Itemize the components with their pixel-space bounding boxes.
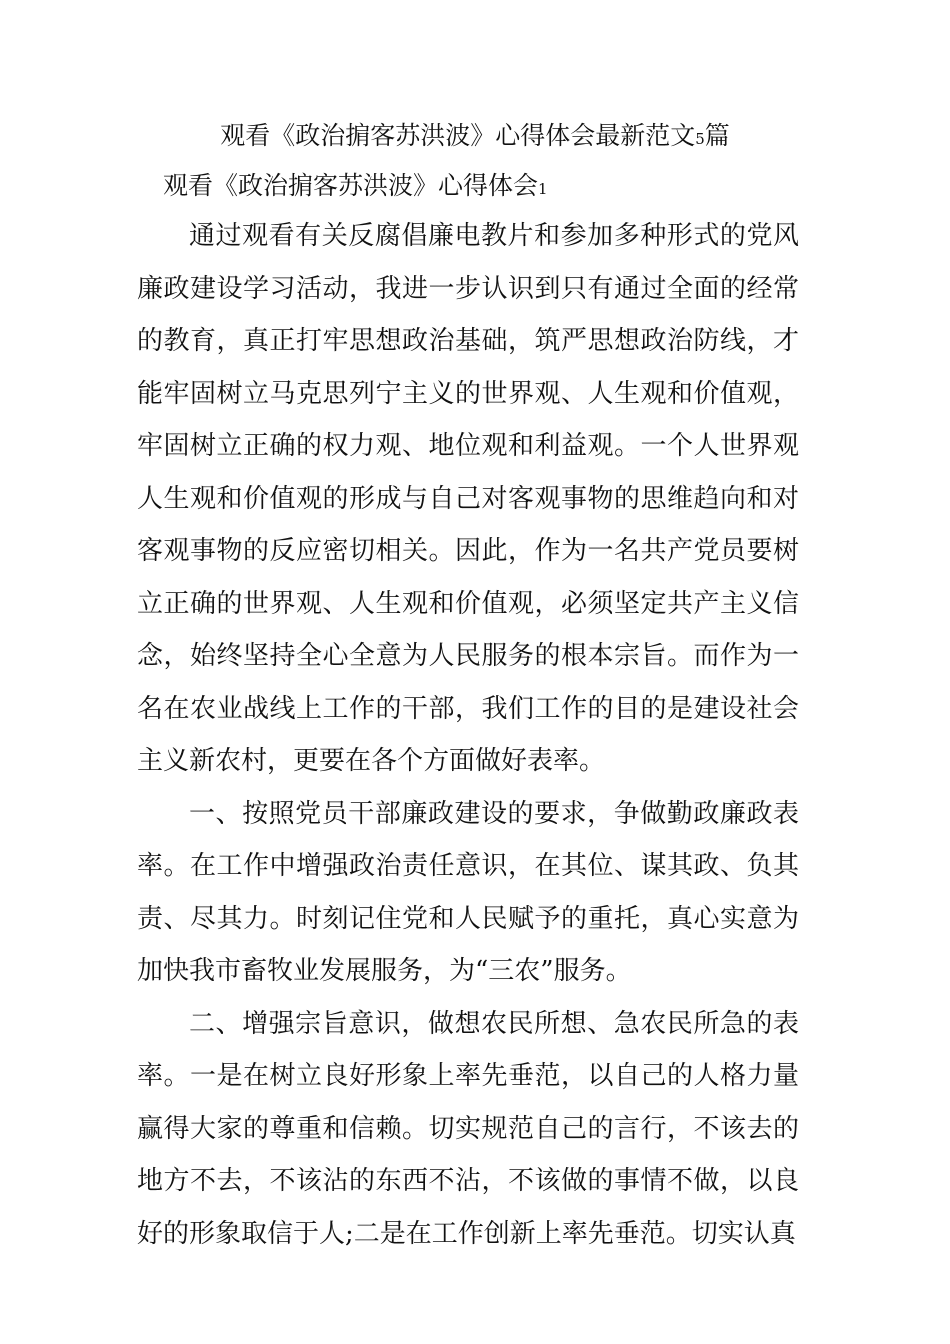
document-title-number: 5 [695,130,705,148]
body-paragraph: 一、按照党员干部廉政建设的要求，争做勤政廉政表率。在工作中增强政治责任意识，在其位、谋其政、负其责、尽其力。时刻记住党和人民赋予的重托，真心实意为加快我市畜牧业发展服务，为“三农”服务。 [137,798,799,986]
section-heading-number: 1 [538,180,548,198]
section-heading-text: 观看《政治掮客苏洪波》心得体会 [163,171,539,200]
document-title [0,112,950,163]
body-paragraph: 通过观看有关反腐倡廉电教片和参加多种形式的党风廉政建设学习活动，我进一步认识到只有通过全面的经常的教育，真正打牢思想政治基础，筑严思想政治防线，才能牢固树立马克思列宁主义的世界观、人生观和价值观，牢固树立正确的权力观、地位观和利益观。一个人世界观人生观和价值观的形成与自己对客观事物的思维趋向和对客观事物的反应密切相关。因此，作为一名共产党员要树立正确的世界观、人生观和价值观，必须坚定共产主义信念，始终坚持全心全意为人民服务的根本宗旨。而作为一名在农业战线上工作的干部，我们工作的目的是建设社会主义新农村，更要在各个方面做好表率。 [137,221,799,776]
body-paragraph: 二、增强宗旨意识，做想农民所想、急农民所急的表率。一是在树立良好形象上率先垂范，以自己的人格力量赢得大家的尊重和信赖。切实规范自己的言行，不该去的地方不去，不该沾的东西不沾，不该做的事情不做，以良好的形象取信于人;二是在工作创新上率先垂范。切实认真 [137,1008,799,1249]
document-body [137,210,799,1260]
document-title-text: 观看《政治掮客苏洪波》心得体会最新范文 [220,121,696,150]
document-title-suffix: 篇 [704,121,730,150]
section-heading [163,162,548,213]
